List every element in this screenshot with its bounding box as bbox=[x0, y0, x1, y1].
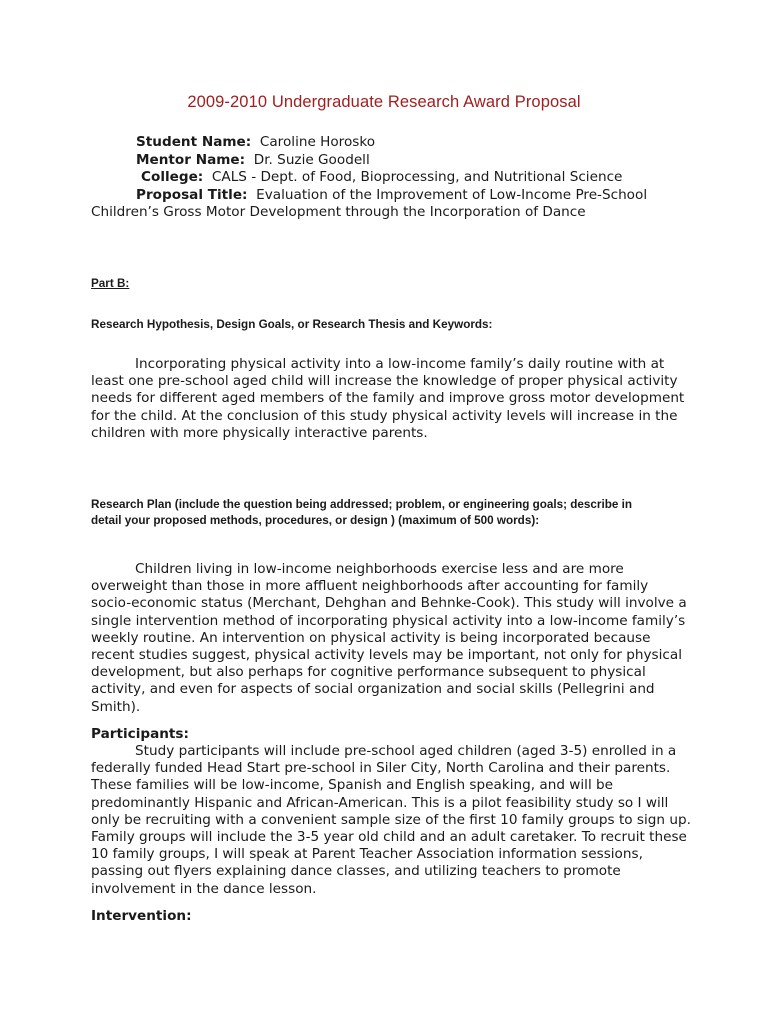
mentor-row bbox=[91, 152, 691, 170]
student-row bbox=[91, 134, 691, 152]
research-plan-paragraph: Children living in low-income neighborhoods exercise less and are more overweight than those in more affluent neighborhoods after accounting for family socio-economic status (Merchant, Dehghan and Behnke-Cook). This study will involve a single intervention method of incorporating physical activity into a low-income family’s weekly routine. An intervention on physical activity is being incorporated because recent studies suggest, physical activity levels may be important, not only for physical development, but also perhaps for cognitive performance subsequent to physical activity, and even for aspects of social organization and social skills (Pellegrini and Smith). bbox=[91, 561, 687, 715]
college-value: CALS - Dept. of Food, Bioprocessing, and Nutritional Science bbox=[211, 169, 623, 185]
proposal-title-label: Proposal Title: bbox=[136, 186, 248, 203]
hypothesis-heading: Research Hypothesis, Design Goals, or Research Thesis and Keywords: bbox=[91, 318, 493, 331]
document-title: 2009-2010 Undergraduate Research Award Proposal bbox=[187, 93, 581, 111]
college-label: College: bbox=[141, 169, 204, 185]
proposal-title-value: Evaluation of the Improvement of Low-Income Pre-School bbox=[256, 186, 648, 203]
intervention-heading: Intervention: bbox=[91, 908, 192, 924]
proposal-title-row bbox=[91, 187, 691, 205]
hypothesis-paragraph: Incorporating physical activity into a low-income family’s daily routine with at least one pre-school aged child will increase the knowledge of proper physical activity needs for different aged members of the family and improve gross motor development for the child. At the conclusion of this study physical activity levels will increase in the children with more physically interactive parents. bbox=[91, 356, 685, 441]
participants-paragraph: Study participants will include pre-school aged children (aged 3-5) enrolled in a federally funded Head Start pre-school in Siler City, North Carolina and their parents. These families will be low-income, Spanish and English speaking, and will be predominantly Hispanic and African-American. This is a pilot feasibility study so I will only be recruiting with a convenient sample size of the first 10 family groups to sign up. Family groups will include the 3-5 year old child and an adult caretaker. To recruit these 10 family groups, I will speak at Parent Teacher Association information sessions, passing out flyers explaining dance classes, and utilizing teachers to promote involvement in the dance lesson. bbox=[91, 743, 691, 897]
college-row bbox=[91, 169, 691, 187]
student-label: Student Name: bbox=[136, 134, 252, 150]
research-plan-heading bbox=[91, 497, 632, 529]
research-plan-heading-line2: detail your proposed methods, procedures, or design ) (maximum of 500 words): bbox=[91, 514, 540, 527]
research-plan-heading-line1: Research Plan (include the question being addressed; problem, or engineering goals; describe in bbox=[91, 498, 632, 511]
part-b-heading: Part B: bbox=[91, 277, 130, 290]
participants-heading: Participants: bbox=[91, 726, 189, 742]
mentor-value: Dr. Suzie Goodell bbox=[253, 151, 370, 168]
mentor-label: Mentor Name: bbox=[136, 151, 246, 168]
proposal-info bbox=[91, 134, 691, 222]
proposal-title-continuation: Children’s Gross Motor Development through the Incorporation of Dance bbox=[91, 204, 586, 220]
student-value: Caroline Horosko bbox=[259, 134, 376, 150]
